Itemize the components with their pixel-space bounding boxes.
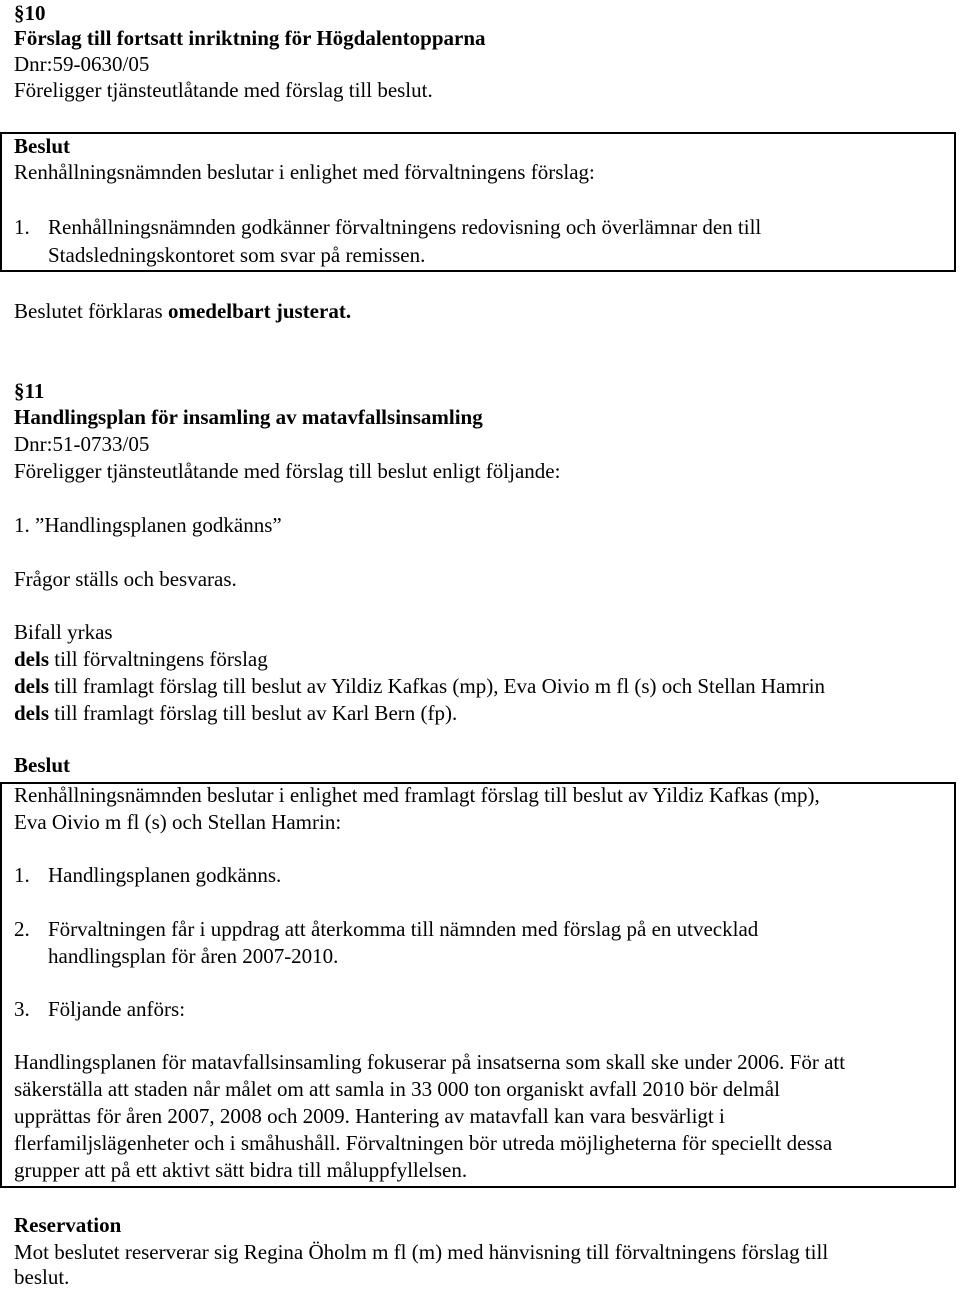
section-11-dels-3 (14, 700, 457, 726)
dels-text: till framlagt förslag till beslut av Karl Bern (fp). (49, 701, 458, 725)
section-11-intro: Föreligger tjänsteutlåtande med förslag till beslut enligt följande: (14, 459, 561, 483)
section-11-dels-2 (14, 673, 825, 699)
dels-text: till förvaltningens förslag (49, 647, 268, 671)
section-11-para-line-1: Handlingsplanen för matavfallsinsamling fokuserar på insatserna som skall ske under 2006. För att (14, 1050, 846, 1074)
item-text: Följande anförs: (48, 997, 186, 1021)
section-11-dels-1 (14, 646, 268, 672)
section-10-beslut-label: Beslut (14, 134, 71, 158)
section-11-item-1 (14, 862, 281, 888)
section-11-item-2-cont: handlingsplan för åren 2007-2010. (48, 944, 339, 968)
section-10-dnr: Dnr:59-0630/05 (14, 52, 150, 76)
item-number: 1. (14, 863, 30, 887)
section-11-title: Handlingsplan för insamling av matavfallsinsamling (14, 405, 483, 429)
section-11-dnr: Dnr:51-0733/05 (14, 432, 150, 456)
section-11-para-line-3: upprättas för åren 2007, 2008 och 2009. Hantering av matavfall kan vara besvärligt i (14, 1104, 725, 1128)
section-11-reservation-label: Reservation (14, 1213, 122, 1237)
item-number: 2. (14, 917, 30, 941)
item-number: 3. (14, 997, 30, 1021)
item-text: Renhållningsnämnden godkänner förvaltningens redovisning och överlämnar den till (48, 215, 762, 239)
section-11-para-line-2: säkerställa att staden når målet om att samla in 33 000 ton organiskt avfall 2010 bör delmål (14, 1077, 780, 1101)
section-11-item-2 (14, 916, 758, 942)
section-11-para-line-4: flerfamiljslägenheter och i småhushåll. Förvaltningen bör utreda möjligheterna för speciellt dessa (14, 1131, 833, 1155)
section-11-beslut-label: Beslut (14, 753, 71, 777)
dels-text: till framlagt förslag till beslut av Yildiz Kafkas (mp), Eva Oivio m fl (s) och Stellan Hamrin (49, 674, 826, 698)
section-10-item-1 (14, 214, 761, 240)
section-11-para-line-5: grupper att på ett aktivt sätt bidra till måluppfyllelsen. (14, 1158, 468, 1182)
section-11-beslut-line-1: Renhållningsnämnden beslutar i enlighet med framlagt förslag till beslut av Yildiz Kafkas (mp), (14, 783, 820, 807)
item-text: Handlingsplanen godkänns. (48, 863, 282, 887)
dels-label: dels (14, 674, 50, 698)
section-11-proposal: 1. ”Handlingsplanen godkänns” (14, 513, 282, 537)
section-11-reservation-line-2: beslut. (14, 1265, 70, 1289)
dels-label: dels (14, 647, 50, 671)
dels-label: dels (14, 701, 50, 725)
item-number: 1. (14, 215, 30, 239)
item-text: Förvaltningen får i uppdrag att återkomma till nämnden med förslag på en utvecklad (48, 917, 759, 941)
justering-bold: omedelbart justerat. (167, 299, 352, 323)
section-10-intro: Föreligger tjänsteutlåtande med förslag till beslut. (14, 78, 433, 102)
section-11-questions: Frågor ställs och besvaras. (14, 567, 237, 591)
section-11-heading: §11 (14, 379, 45, 403)
section-10-title: Förslag till fortsatt inriktning för Högdalentopparna (14, 26, 486, 50)
section-10-heading: §10 (14, 1, 46, 25)
section-11-reservation-line-1: Mot beslutet reserverar sig Regina Öholm m fl (m) med hänvisning till förvaltningens förslag till (14, 1240, 829, 1264)
section-11-item-3 (14, 996, 185, 1022)
section-11-beslut-line-2: Eva Oivio m fl (s) och Stellan Hamrin: (14, 810, 342, 834)
section-10-item-1-cont: Stadsledningskontoret som svar på remissen. (48, 243, 426, 267)
section-10-beslut-text: Renhållningsnämnden beslutar i enlighet med förvaltningens förslag: (14, 160, 595, 184)
justering-text: Beslutet förklaras (14, 299, 168, 323)
section-10-justering (14, 298, 351, 324)
section-11-bifall: Bifall yrkas (14, 620, 113, 644)
